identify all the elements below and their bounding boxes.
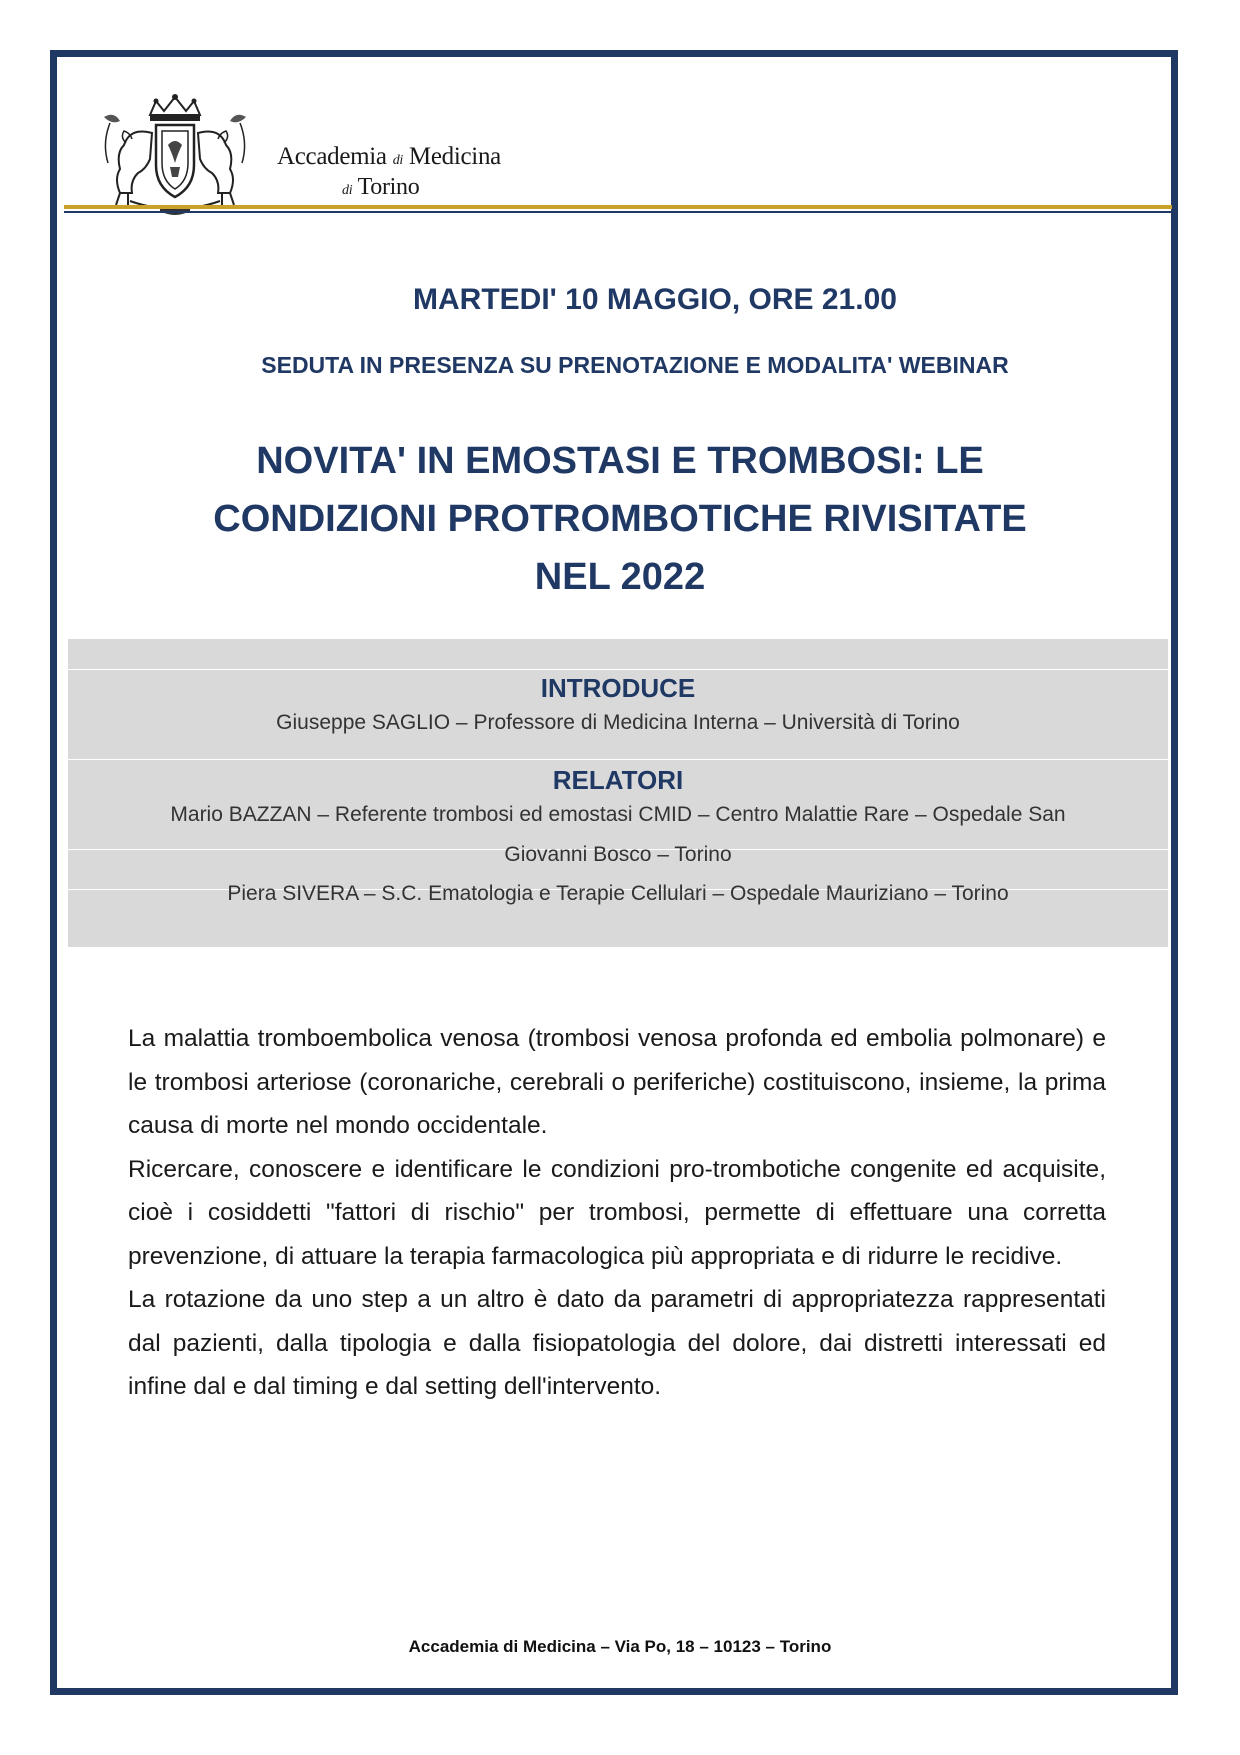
title-line: NOVITA' IN EMOSTASI E TROMBOSI: LE: [256, 440, 984, 482]
description-paragraph: Ricercare, conoscere e identificare le condizioni pro-trombotiche congenite ed acquisite, cioè i cosiddetti "fattori di rischio" per trombosi, permette di effettuare una corretta prevenzione, di attuare la terapia farmacologica più appropriata e di ridurre le recidive.: [128, 1155, 1106, 1270]
description-paragraph: La rotazione da uno step a un altro è dato da parametri di appropriatezza rappresentati dal pazienti, dalla tipologia e dalla fisiopatologia del dolore, dai distretti interessati ed infine dal e dal timing e dal setting dell'intervento.: [128, 1286, 1106, 1400]
title-line: CONDIZIONI PROTROMBOTICHE RIVISITATE: [213, 498, 1027, 540]
panel-rule: [68, 759, 1168, 760]
introduce-speaker: Giuseppe SAGLIO – Professore di Medicina Interna – Università di Torino: [276, 711, 960, 734]
event-mode: SEDUTA IN PRESENZA SU PRENOTAZIONE E MODALITA' WEBINAR: [261, 352, 1009, 378]
introduce-heading: INTRODUCE: [540, 673, 696, 703]
brand-city: di Torino: [342, 174, 420, 200]
description: [128, 1017, 1106, 1409]
navy-divider: [64, 211, 1172, 213]
coat-of-arms-icon: [90, 93, 260, 219]
letterhead: [64, 93, 1176, 221]
relatore-line: Mario BAZZAN – Referente trombosi ed emostasi CMID – Centro Malattie Rare – Ospedale San: [170, 803, 1066, 826]
panel-rule: [68, 669, 1168, 670]
title-line: NEL 2022: [534, 556, 706, 598]
description-paragraph: La malattia tromboembolica venosa (trombosi venosa profonda ed embolia polmonare) e le trombosi arteriose (coronariche, cerebrali o periferiche) costituiscono, insieme, la prima causa di morte nel mondo occidentale.: [128, 1025, 1106, 1139]
brand-name: Accademia di Medicina: [277, 143, 501, 170]
relatori-heading: RELATORI: [552, 765, 684, 795]
relatore-line: Giovanni Bosco – Torino: [504, 843, 732, 866]
gold-divider: [64, 205, 1172, 209]
event-date: MARTEDI' 10 MAGGIO, ORE 21.00: [413, 283, 897, 316]
speakers-panel: [68, 639, 1168, 947]
relatore-line: Piera SIVERA – S.C. Ematologia e Terapie Cellulari – Ospedale Mauriziano – Torino: [227, 882, 1009, 905]
event-title: [140, 432, 1100, 606]
footer-address: Accademia di Medicina – Via Po, 18 – 10123 – Torino: [408, 1637, 832, 1656]
